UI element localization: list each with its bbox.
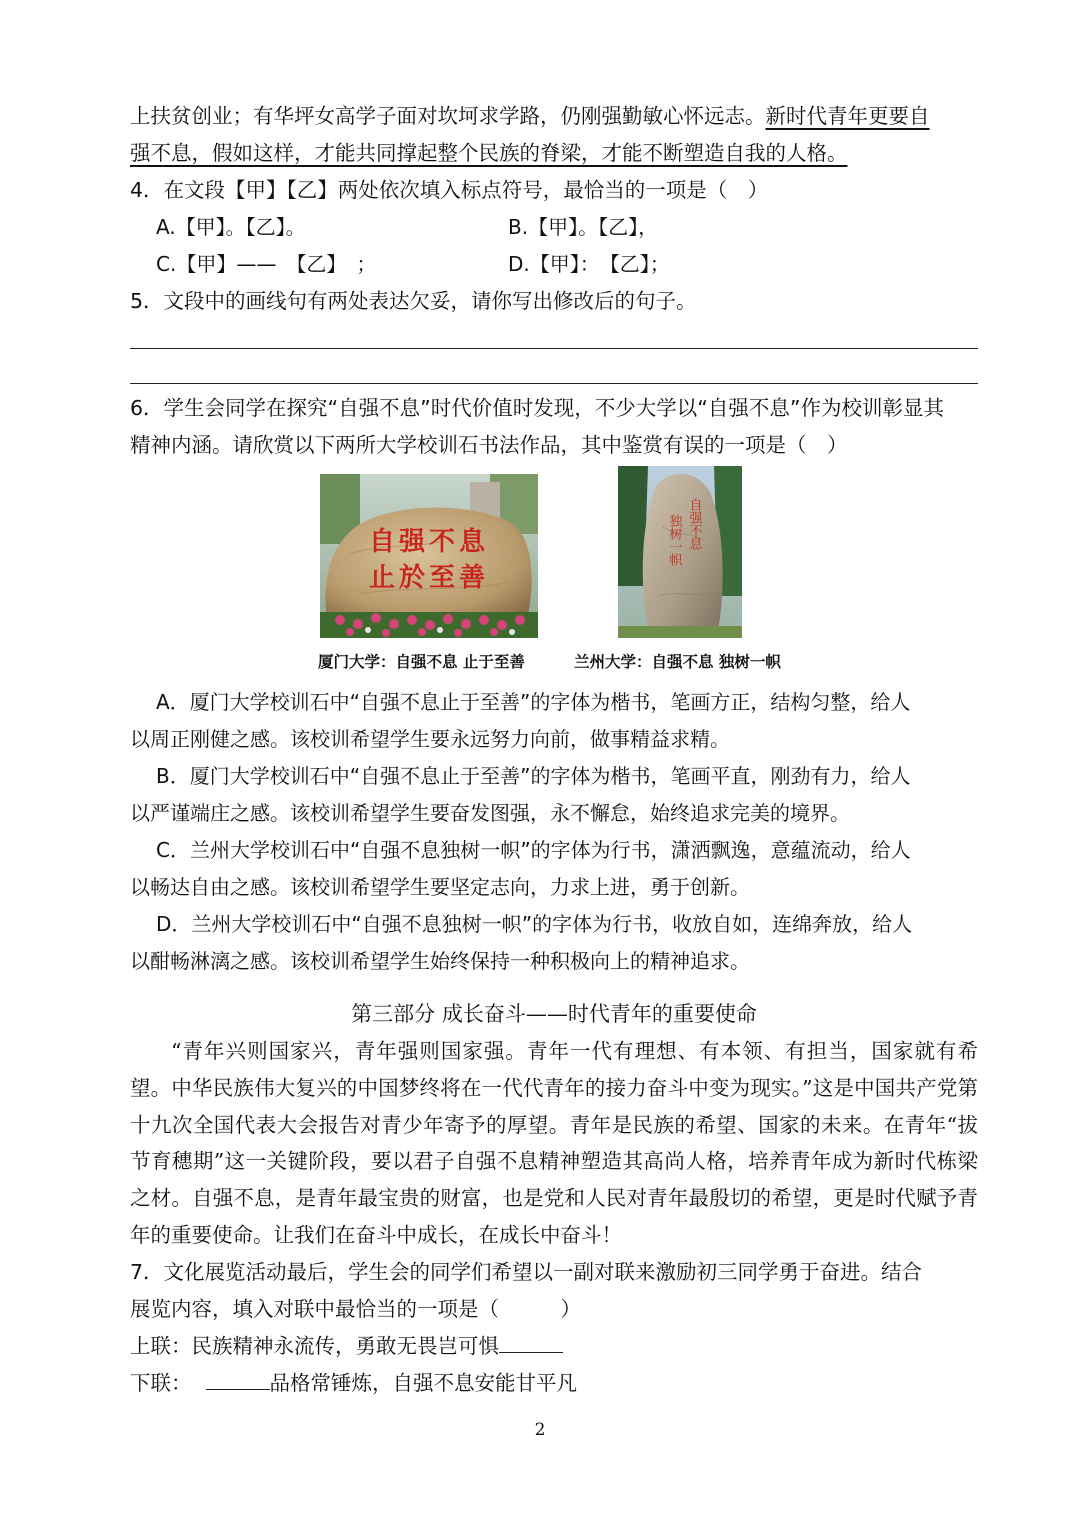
q4-stem: 4．在文段【甲】【乙】两处依次填入标点符号，最恰当的一项是（ ）	[130, 178, 769, 202]
q4-option-b: B.【甲】。【乙】，	[508, 215, 659, 239]
q7-stem-line1: 7．文化展览活动最后，学生会的同学们希望以一副对联来激励初三同学勇于奋进。结合	[130, 1259, 923, 1284]
underlined-sentence-part1: 新时代青年更要自	[765, 104, 930, 128]
couplet-upper-text: 民族精神永流传，勇敢无畏岂可惧	[191, 1333, 499, 1358]
caption-xiamen: 厦门大学：自强不息 止于至善	[318, 653, 525, 671]
q6-choice-c	[130, 832, 978, 906]
q6-stem-line1: 6．学生会同学在探究“自强不息”时代价值时发现，不少大学以“自强不息”作为校训彰显其	[130, 396, 945, 420]
q6-choice-d-line1: D．兰州大学校训石中“自强不息独树一帜”的字体为行书，收放自如，连绵奔放，给人	[156, 912, 913, 936]
inscription-text-1: 自强不息	[368, 527, 490, 557]
q6-choice-d-line2: 以酣畅淋漓之感。该校训希望学生始终保持一种积极向上的精神追求。	[130, 949, 750, 973]
q4-option-a: A.【甲】。【乙】。	[156, 215, 306, 239]
passage-line-1	[130, 98, 978, 135]
page-number: 2	[534, 1420, 546, 1440]
q4-option-d: D.【甲】： 【乙】；	[508, 252, 670, 276]
q4-options-row1	[130, 209, 978, 246]
couplet-upper	[130, 1328, 978, 1365]
caption-lanzhou: 兰州大学：自强不息 独树一帜	[574, 653, 781, 671]
q4-options-row2	[130, 246, 978, 283]
part3-paragraph: “青年兴则国家兴，青年强则国家强。青年一代有理想、有本领、有担当，国家就有希望。中华民族伟大复兴的中国梦终将在一代代青年的接力奋斗中变为现实。”这是中国共产党第十九次全国代表大会报告对青少年寄予的厚望。青年是民族的希望、国家的未来。在青年“拔节育穗期”这一关键阶段，要以君子自强不息精神塑造其高尚人格，培养青年成为新时代栋梁之材。自强不息，是青年最宝贵的财富，也是党和人民对青年最殷切的希望，更是时代赋予青年的重要使命。让我们在奋斗中成长，在成长中奋斗！	[130, 1039, 978, 1247]
couplet-upper-blank	[499, 1332, 563, 1353]
q6-choice-b-line2: 以严谨端庄之感。该校训希望学生要奋发图强，永不懈怠，始终追求完美的境界。	[130, 801, 850, 825]
q6-choice-d	[130, 906, 978, 980]
answer-line-2	[130, 383, 978, 384]
q7-stem-line2: 展览内容，填入对联中最恰当的一项是（ ）	[130, 1296, 581, 1321]
lanzhou-university-stone-photo	[618, 466, 742, 638]
couplet-lower-blank	[206, 1369, 270, 1390]
couplet-lower-label: 下联：	[130, 1370, 192, 1395]
q5-stem: 5．文段中的画线句有两处表达欠妥，请你写出修改后的句子。	[130, 289, 697, 313]
couplet-lower-text: 品格常锤炼，自强不息安能甘平凡	[269, 1370, 577, 1395]
q6-choice-c-line1: C．兰州大学校训石中“自强不息独树一帜”的字体为行书，潇洒飘逸，意蕴流动，给人	[156, 838, 911, 862]
q6-choice-b	[130, 758, 978, 832]
q6-choice-b-line1: B．厦门大学校训石中“自强不息止于至善”的字体为楷书，笔画平直，刚劲有力，给人	[156, 764, 911, 788]
q6-choice-a-line2: 以周正刚健之感。该校训希望学生要永远努力向前，做事精益求精。	[130, 727, 730, 751]
exam-page	[130, 98, 978, 1402]
passage-line-2	[130, 135, 978, 172]
inscription-text-2: 止於至善	[368, 563, 490, 593]
q4-option-c: C.【甲】—— 【乙】 ；	[156, 252, 377, 276]
couplet-lower	[130, 1365, 978, 1402]
q6-choice-a	[130, 684, 978, 758]
inscription-text-4: 独树一帜	[666, 514, 682, 566]
q6-stem-line2: 精神内涵。请欣赏以下两所大学校训石书法作品，其中鉴赏有误的一项是（ ）	[130, 433, 848, 457]
passage-text: 上扶贫创业；有华坪女高学子面对坎坷求学路，仍刚强勤敏心怀远志。	[130, 104, 766, 128]
q6-choice-a-line1: A．厦门大学校训石中“自强不息止于至善”的字体为楷书，笔画方正，结构匀整，给人	[156, 690, 911, 714]
q6-choice-c-line2: 以畅达自由之感。该校训希望学生要坚定志向，力求上进，勇于创新。	[130, 875, 750, 899]
inscription-text-3: 自强不息	[686, 498, 702, 550]
xiamen-university-stone-photo	[320, 474, 538, 638]
couplet-upper-label: 上联：	[130, 1333, 192, 1358]
underlined-sentence-part2: 强不息，假如这样，才能共同撑起整个民族的脊梁，才能不断塑造自我的人格。	[130, 141, 848, 165]
part3-title: 第三部分 成长奋斗——时代青年的重要使命	[351, 1002, 757, 1026]
photos-row	[130, 474, 978, 684]
